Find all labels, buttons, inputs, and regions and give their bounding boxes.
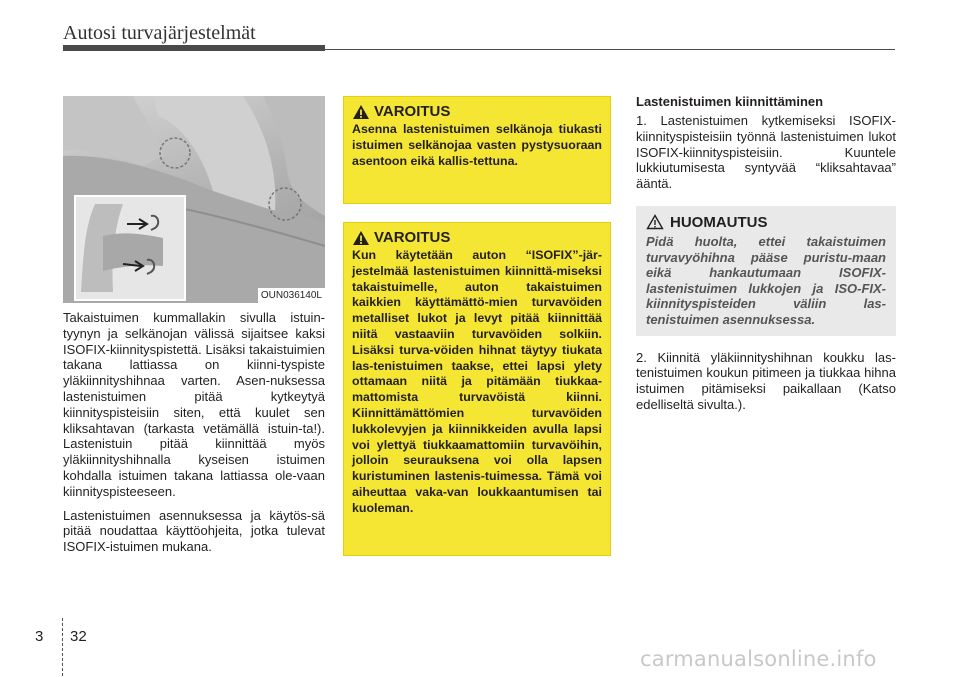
note-title: HUOMAUTUS	[670, 213, 768, 231]
note-text: Pidä huolta, ettei takaistuimen turvavyöhihna pääse puristu-maan eikä hankautumaan ISOFIX-lastenistuimen lukkojen ja ISO-FIX-kiinnityspisteiden väliin las-tenistuimen asennuksessa.	[646, 233, 886, 327]
warning-title: VAROITUS	[374, 229, 451, 246]
step-text: 2. Kiinnitä yläkiinnityshihnan koukku las-tenistuimen koukun pitimeen ja tiukkaa hihna istuimen pitämiseksi paikallaan (Katso edelliseltä sivulta.).	[636, 349, 896, 412]
step-text: 1. Lastenistuimen kytkemiseksi ISOFIX-kiinnityspisteisiin työnnä lastenistuimen lukot ISOFIX-kiinnityspisteisiin. Kuuntele lukkiutumisesta syntyvää “kliksahtavaa” ääntä.	[636, 113, 896, 192]
warning-triangle-icon	[352, 230, 370, 246]
page-number: 32	[70, 628, 87, 645]
header-bar	[63, 45, 325, 51]
seat-illustration	[63, 96, 325, 303]
warning-box	[343, 96, 611, 204]
chapter-number: 3	[35, 628, 44, 645]
header-rule	[325, 49, 895, 50]
warning-box	[343, 222, 611, 556]
page-number-divider	[62, 618, 63, 676]
warning-triangle-icon	[352, 104, 370, 120]
paragraph: Lastenistuimen asennuksessa ja käytös-sä pitää noudattaa käyttöohjeita, jotka tulevat ISOFIX-istuimen mukana.	[63, 507, 325, 555]
watermark: carmanualsonline.info	[640, 647, 877, 671]
section-header-title: Autosi turvajärjestelmät	[63, 22, 256, 44]
warning-text: Kun käytetään auton “ISOFIX”-jär-jestelmää lastenistuimen kiinnittä-miseksi takaistuimelle, auton takaistuimen kaikkien käyttämättö-mien turvavöiden metalliset lukot ja levyt pitää kiinnittää niitä vastaaviin turvavöiden solkiin. Lisäksi turva-vöiden hihnat täytyy tiukata las-tenistuimen taakse, ettei lapsi ylety ottamaan niitä ja pitämään tiukkaa-mattomista turvavöistä kiinni. Kiinnittämättömien turvavöiden lukkolevyjen ja kiinnikkeiden avulla lapsi voi ylettyä tiukkaamattomiin turvavöihin, jolloin seurauksena voi olla lapsen kuristuminen lastenis-tuimessa. Tämä voi aiheuttaa vaka-van loukkaantumisen tai kuoleman.	[352, 248, 602, 515]
photo-code: OUN036140L	[258, 288, 325, 303]
section-subheading: Lastenistuimen kiinnittäminen	[636, 94, 824, 109]
warning-title: VAROITUS	[374, 103, 451, 120]
warning-heading	[352, 103, 602, 120]
warning-text: Asenna lastenistuimen selkänoja tiukasti istuimen selkänojaa vasten pystysuoraan asentoon eikä kallis-tettuna.	[352, 122, 602, 168]
caution-triangle-icon	[646, 214, 664, 230]
note-heading	[646, 214, 886, 231]
seat-isofix-photo	[63, 96, 325, 303]
warning-heading	[352, 229, 602, 246]
paragraph: Takaistuimen kummallakin sivulla istuin-tyynyn ja selkänojan välissä sijaitsee kaksi ISOFIX-kiinnityspistettä. Lisäksi takaistuimien takana lattiassa on kiinni-tyspiste yläkiinnityshihnaa varten. Asen-nuksessa lastenistuimen pitää kytkeytyä kiinnityspisteisiin siten, että kuulet sen kliksahtavan (tarkasta vetämällä istuin-ta!). Lastenistuin pitää kiinnittää myös yläkiinnityshihnalla kyseisen istuimen kohdalla istuimen takana lattiassa ole-vaan kiinnityspisteeseen.	[63, 310, 325, 499]
right-column	[636, 94, 896, 421]
left-column	[63, 310, 325, 563]
note-box	[636, 206, 896, 336]
